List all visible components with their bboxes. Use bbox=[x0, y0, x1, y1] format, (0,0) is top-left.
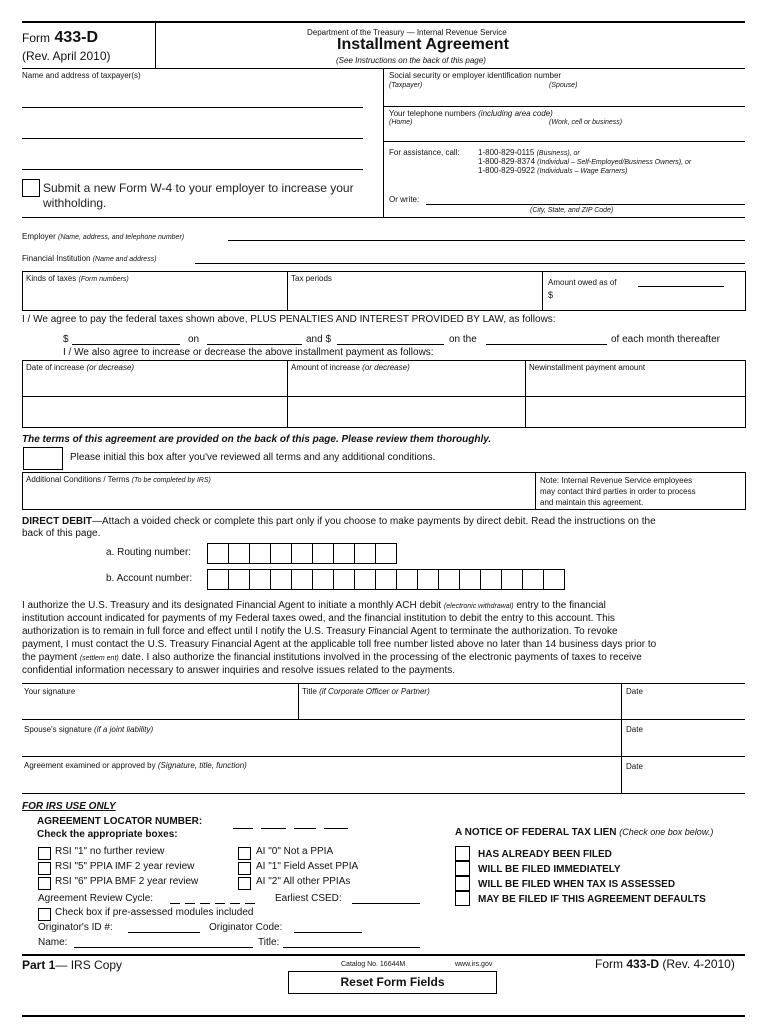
payment-amount-line[interactable] bbox=[72, 344, 180, 345]
title-label: Title (if Corporate Officer or Partner) bbox=[302, 687, 430, 696]
phone-home-label: (Home) bbox=[389, 119, 413, 126]
spouse-signature-label: Spouse's signature (if a joint liability) bbox=[24, 725, 154, 734]
review-cycle-label: Agreement Review Cycle: bbox=[38, 893, 154, 904]
catalog-number: Catalog No. 16644M bbox=[341, 961, 406, 968]
originator-code-line[interactable] bbox=[294, 932, 362, 933]
review-cycle-blank-3[interactable] bbox=[200, 903, 210, 904]
locator-blank-4[interactable] bbox=[324, 828, 348, 829]
taxes-divider-2 bbox=[542, 271, 543, 311]
terms-heading: The terms of this agreement are provided on the back of this page. Please review them thoroughly. bbox=[22, 434, 492, 445]
top-rule bbox=[22, 21, 745, 23]
lien-when-assessed-checkbox[interactable] bbox=[455, 876, 470, 891]
taxpayer-name-line-1[interactable] bbox=[22, 107, 363, 108]
new-amount-label: Newinstallment payment amount bbox=[529, 363, 646, 372]
locator-blank-3[interactable] bbox=[294, 828, 316, 829]
locator-label: AGREEMENT LOCATOR NUMBER: bbox=[37, 816, 203, 827]
review-cycle-blank-1[interactable] bbox=[170, 903, 180, 904]
originator-id-label: Originator's ID #: bbox=[38, 922, 113, 933]
locator-blank-1[interactable] bbox=[233, 828, 253, 829]
ssn-taxpayer-label: (Taxpayer) bbox=[389, 82, 423, 89]
check-boxes-label: Check the appropriate boxes: bbox=[37, 829, 178, 840]
account-number-label: b. Account number: bbox=[106, 573, 193, 584]
routing-number-boxes[interactable] bbox=[207, 543, 396, 564]
signature-date-divider bbox=[621, 683, 622, 793]
authorization-line-3: authorization is to remain in full force and effect until I notify the U.S. Treasury Financial Agent to terminate the authorization. To revoke bbox=[22, 626, 618, 637]
ai-1-checkbox[interactable] bbox=[238, 862, 251, 875]
date-label-1: Date bbox=[626, 687, 643, 696]
rsi-1-checkbox[interactable] bbox=[38, 847, 51, 860]
additional-divider bbox=[535, 472, 536, 510]
note-line-3: and maintain this agreement. bbox=[540, 498, 644, 507]
irs-title-line[interactable] bbox=[283, 947, 420, 948]
locator-blank-2[interactable] bbox=[261, 828, 286, 829]
form-title: Installment Agreement bbox=[337, 36, 509, 53]
taxpayer-name-line-3[interactable] bbox=[22, 169, 363, 170]
payment-date-line[interactable] bbox=[207, 344, 302, 345]
rsi-5-label: RSI "5" PPIA IMF 2 year review bbox=[55, 861, 195, 872]
lien-already-filed-checkbox[interactable] bbox=[455, 846, 470, 861]
w4-text-line-2: withholding. bbox=[43, 196, 107, 210]
amount-owed-date-line[interactable] bbox=[638, 286, 724, 287]
originator-id-line[interactable] bbox=[128, 932, 200, 933]
increase-statement: I / We also agree to increase or decrease the above installment payment as follows: bbox=[63, 347, 434, 358]
review-cycle-blank-4[interactable] bbox=[215, 903, 225, 904]
department-label: Department of the Treasury — Internal Revenue Service bbox=[307, 28, 507, 37]
date-increase-label: Date of increase (or decrease) bbox=[26, 363, 135, 372]
initial-instruction: Please initial this box after you've reviewed all terms and any additional conditions. bbox=[70, 452, 436, 463]
part-label: Part 1— IRS Copy bbox=[22, 958, 123, 972]
assist-number-2: 1-800-829-8374 (Individual – Self-Employed/Business Owners), or bbox=[478, 157, 692, 166]
lien-immediately-label: WILL BE FILED IMMEDIATELY bbox=[478, 864, 621, 875]
ai-0-label: AI "0" Not a PPIA bbox=[256, 846, 334, 857]
header-divider bbox=[155, 23, 156, 68]
review-cycle-blank-5[interactable] bbox=[230, 903, 240, 904]
financial-institution-line[interactable] bbox=[195, 263, 745, 264]
rsi-6-label: RSI "6" PPIA BMF 2 year review bbox=[55, 876, 199, 887]
payment-on-label: on bbox=[188, 334, 200, 345]
name-line[interactable] bbox=[74, 947, 253, 948]
bottom-rule bbox=[22, 1015, 745, 1017]
signature-title-divider bbox=[298, 683, 299, 719]
account-number-boxes[interactable] bbox=[207, 569, 564, 590]
signature-rule-3 bbox=[22, 793, 745, 794]
payment-and-label: and $ bbox=[306, 334, 332, 345]
amount-owed-dollar: $ bbox=[548, 290, 554, 300]
review-cycle-blank-2[interactable] bbox=[185, 903, 195, 904]
note-line-2: may contact third parties in order to process bbox=[540, 487, 696, 496]
increase-divider-1 bbox=[287, 360, 288, 427]
direct-debit-intro: DIRECT DEBIT—Attach a voided check or complete this part only if you choose to make payments by direct debit. Read the instructions on the bbox=[22, 516, 656, 527]
amount-owed-label: Amount owed as of bbox=[548, 278, 617, 287]
kinds-of-taxes-label: Kinds of taxes (Form numbers) bbox=[26, 274, 129, 283]
irs-use-heading: FOR IRS USE ONLY bbox=[22, 801, 116, 812]
date-label-2: Date bbox=[626, 725, 643, 734]
reset-form-fields-button[interactable]: Reset Form Fields bbox=[288, 971, 497, 994]
employer-label: Employer (Name, address, and telephone number) bbox=[22, 232, 185, 241]
increase-table-row-rule bbox=[22, 396, 745, 397]
form-subtitle: (See Instructions on the back of this page) bbox=[336, 56, 486, 65]
taxpayer-name-label: Name and address of taxpayer(s) bbox=[22, 71, 141, 80]
name-label: Name: bbox=[38, 937, 68, 948]
review-cycle-blank-6[interactable] bbox=[245, 903, 255, 904]
payment-dollar-sign: $ bbox=[63, 334, 69, 345]
ai-1-label: AI "1" Field Asset PPIA bbox=[256, 861, 359, 872]
lien-already-filed-label: HAS ALREADY BEEN FILED bbox=[478, 849, 612, 860]
write-address-line[interactable] bbox=[426, 204, 745, 205]
rsi-1-label: RSI "1" no further review bbox=[55, 846, 165, 857]
increase-divider-2 bbox=[525, 360, 526, 427]
ai-0-checkbox[interactable] bbox=[238, 847, 251, 860]
signature-rule-1 bbox=[22, 719, 745, 720]
pre-assessed-checkbox[interactable] bbox=[38, 908, 51, 921]
pre-assessed-label: Check box if pre-assessed modules included bbox=[55, 907, 254, 918]
authorization-line-6: confidential information necessary to answer inquiries and resolve issues related to the payments. bbox=[22, 665, 456, 676]
taxpayer-divider bbox=[383, 69, 384, 217]
rsi-5-checkbox[interactable] bbox=[38, 862, 51, 875]
employer-line[interactable] bbox=[228, 240, 745, 241]
taxpayer-name-line-2[interactable] bbox=[22, 138, 363, 139]
signature-top-rule bbox=[22, 683, 745, 684]
direct-debit-intro-2: back of this page. bbox=[22, 528, 101, 539]
your-signature-label: Your signature bbox=[24, 687, 76, 696]
authorization-line-4: payment, I must contact the U.S. Treasury Financial Agent at the applicable toll free number listed above no later than 14 business days prior to bbox=[22, 639, 657, 650]
originator-code-label: Originator Code: bbox=[209, 922, 283, 933]
ssn-spouse-label: (Spouse) bbox=[549, 82, 578, 89]
lien-if-defaults-checkbox[interactable] bbox=[455, 891, 470, 906]
ssn-label: Social security or employer identification number bbox=[389, 71, 562, 80]
routing-number-label: a. Routing number: bbox=[106, 547, 192, 558]
write-sub-label: (City, State, and ZIP Code) bbox=[530, 207, 614, 214]
payment-on-the-label: on the bbox=[449, 334, 477, 345]
signature-rule-2 bbox=[22, 756, 745, 757]
irs-website: www.irs.gov bbox=[455, 961, 493, 968]
earliest-csed-label: Earliest CSED: bbox=[275, 893, 342, 904]
footer-top-rule bbox=[22, 954, 745, 956]
authorization-line-5: the payment (settlem ent) date. I also authorize the financial institutions involved in the processing of the electronic payments of taxes to receive bbox=[22, 652, 642, 663]
form-revision: (Rev. April 2010) bbox=[22, 49, 111, 63]
phone-bottom-rule bbox=[384, 141, 745, 142]
w4-text-line-1: Submit a new Form W-4 to your employer to increase your bbox=[43, 181, 354, 195]
subsequent-amount-line[interactable] bbox=[337, 344, 444, 345]
assist-label: For assistance, call: bbox=[389, 148, 460, 157]
tax-periods-label: Tax periods bbox=[291, 274, 332, 283]
form-number-label: Form 433-D bbox=[22, 29, 99, 46]
footer-form-number: Form 433-D (Rev. 4-2010) bbox=[595, 957, 735, 971]
lien-when-assessed-label: WILL BE FILED WHEN TAX IS ASSESSED bbox=[478, 879, 676, 890]
authorization-line-1: I authorize the U.S. Treasury and its designated Financial Agent to initiate a monthly ACH debit (electronic withdrawal) entry to the financial bbox=[22, 600, 606, 611]
assist-number-3: 1-800-829-0922 (Individuals – Wage Earners) bbox=[478, 166, 628, 175]
lien-heading: A NOTICE OF FEDERAL TAX LIEN (Check one box below.) bbox=[455, 827, 714, 838]
examined-by-label: Agreement examined or approved by (Signature, title, function) bbox=[24, 761, 247, 770]
each-month-label: of each month thereafter bbox=[611, 334, 720, 345]
write-label: Or write: bbox=[389, 195, 420, 204]
phone-work-label: (Work, cell or business) bbox=[549, 119, 623, 126]
agreement-statement: I / We agree to pay the federal taxes shown above, PLUS PENALTIES AND INTEREST PROVIDED BY LAW, as follows: bbox=[22, 314, 556, 325]
taxes-divider-1 bbox=[287, 271, 288, 311]
initial-box[interactable] bbox=[23, 447, 63, 470]
authorization-line-2: institution account indicated for payments of my Federal taxes owed, and the financial institution to debit the entry to this account. This bbox=[22, 613, 615, 624]
financial-institution-label: Financial Institution (Name and address) bbox=[22, 254, 157, 263]
irs-title-label: Title: bbox=[258, 937, 280, 948]
ai-2-label: AI "2" All other PPIAs bbox=[256, 876, 351, 887]
rsi-6-checkbox[interactable] bbox=[38, 877, 51, 890]
note-line-1: Note: Internal Revenue Service employees bbox=[540, 476, 693, 485]
ai-2-checkbox[interactable] bbox=[238, 877, 251, 890]
taxes-table bbox=[22, 271, 746, 311]
phone-label: Your telephone numbers (including area code) bbox=[389, 109, 553, 118]
additional-conditions-label: Additional Conditions / Terms (To be completed by IRS) bbox=[26, 475, 211, 484]
taxpayer-bottom-rule bbox=[22, 217, 745, 218]
assist-number-1: 1-800-829-0115 (Business), or bbox=[478, 148, 580, 157]
payment-day-line[interactable] bbox=[486, 344, 607, 345]
lien-immediately-checkbox[interactable] bbox=[455, 861, 470, 876]
lien-if-defaults-label: MAY BE FILED IF THIS AGREEMENT DEFAULTS bbox=[478, 894, 706, 905]
earliest-csed-line[interactable] bbox=[352, 903, 420, 904]
ssn-bottom-rule bbox=[384, 106, 745, 107]
date-label-3: Date bbox=[626, 762, 643, 771]
amount-increase-label: Amount of increase (or decrease) bbox=[291, 363, 410, 372]
w4-checkbox[interactable] bbox=[22, 179, 40, 197]
